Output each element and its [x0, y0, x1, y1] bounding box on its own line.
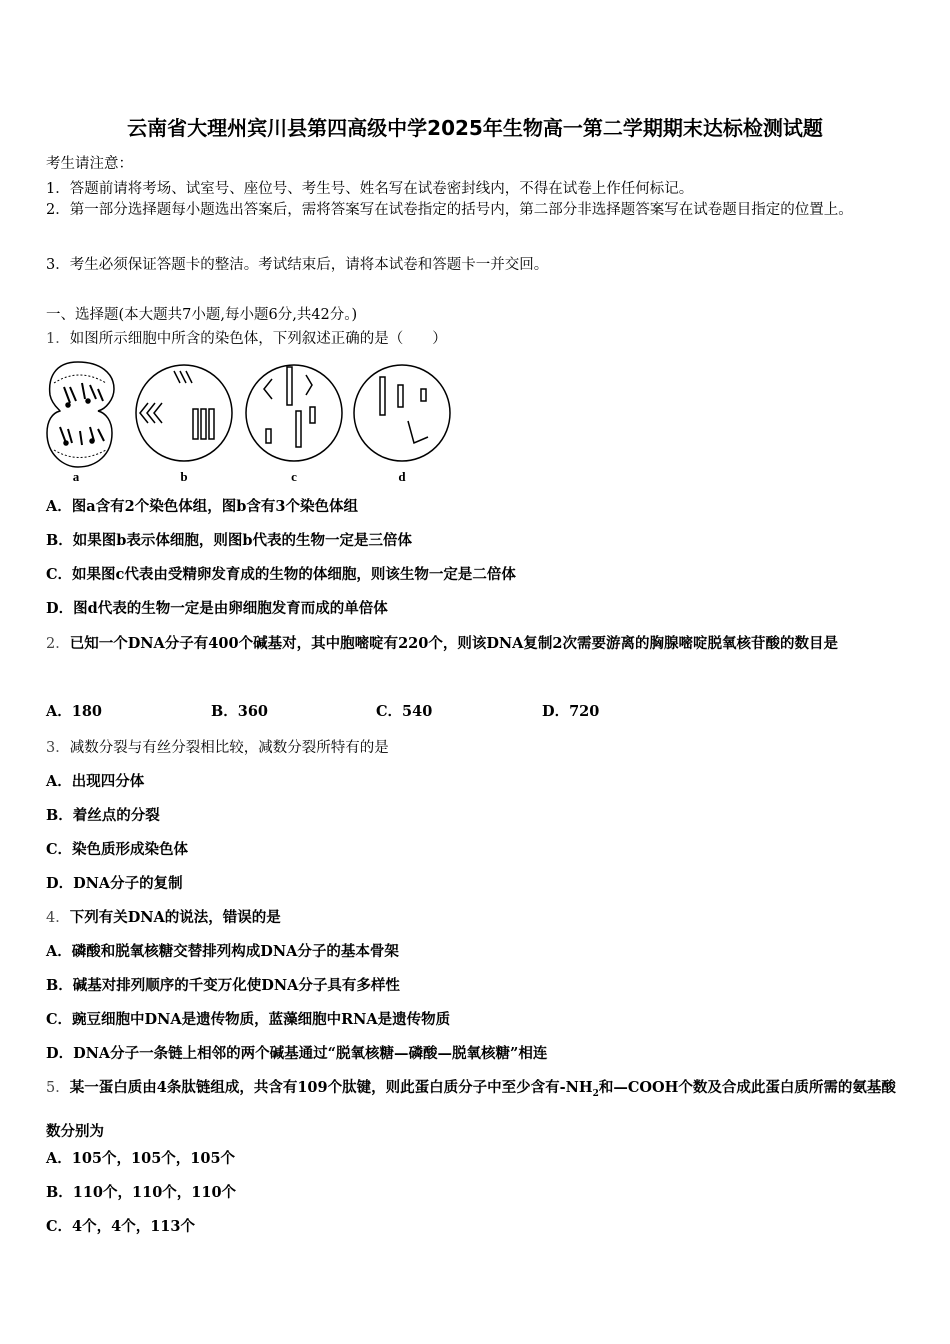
- question-1-stem: [46, 327, 447, 348]
- question-text: 减数分裂与有丝分裂相比较，减数分裂所特有的是: [69, 740, 389, 756]
- cell-a: [47, 362, 114, 467]
- cell-d: [354, 365, 450, 461]
- question-text-part1: 某一蛋白质由4条肽链组成，共含有109个肽键，则此蛋白质分子中至少含有-NH: [69, 1079, 593, 1096]
- cell-chromosome-figure: [44, 355, 464, 485]
- q4-option-c: C．豌豆细胞中DNA是遗传物质，蓝藻细胞中RNA是遗传物质: [46, 1011, 451, 1028]
- question-text: 下列有关DNA的说法，错误的是: [69, 909, 281, 926]
- figure-label-a: a: [72, 469, 80, 484]
- question-5-stem: [46, 1069, 904, 1151]
- q5-option-c: C．4个，4个，113个: [46, 1218, 195, 1235]
- question-text: 已知一个DNA分子有400个碱基对，其中胞嘧啶有220个，则该DNA复制2次需要游离的胸腺嘧啶脱氧核苷酸的数目是: [69, 635, 839, 652]
- q4-option-b: B．碱基对排列顺序的千变万化使DNA分子具有多样性: [46, 977, 400, 994]
- figure-label-d: d: [398, 469, 406, 484]
- q2-option-b: B．360: [211, 703, 269, 720]
- question-number: 5．: [46, 1080, 70, 1096]
- q1-option-c: C．如果图c代表由受精卵发育成的生物的体细胞，则该生物一定是二倍体: [46, 566, 516, 583]
- notice-heading: 考生请注意：: [46, 156, 133, 172]
- notice-item-1: 1．答题前请将考场、试室号、座位号、考生号、姓名写在试卷密封线内，不得在试卷上作任何标记。: [46, 181, 694, 197]
- question-number: 4．: [46, 910, 70, 926]
- q1-option-b: B．如果图b表示体细胞，则图b代表的生物一定是三倍体: [46, 532, 413, 549]
- page-title: 云南省大理州宾川县第四高级中学2025年生物高一第二学期期末达标检测试题: [127, 116, 823, 140]
- question-text-part2: 和—COOH个数及合成此蛋白质所需的氨基酸数分别为: [46, 1079, 896, 1140]
- cell-b: [136, 365, 232, 461]
- section-heading: 一、选择题(本大题共7小题,每小题6分,共42分。): [46, 307, 358, 323]
- q3-option-d: D．DNA分子的复制: [46, 875, 183, 892]
- q3-option-a: A．出现四分体: [46, 773, 145, 790]
- question-2-stem: [46, 625, 904, 663]
- cell-c: [246, 365, 342, 461]
- notice-item-2: 2．第一部分选择题每小题选出答案后，需将答案写在试卷指定的括号内，第二部分非选择题答案写在试卷题目指定的位置上。: [46, 202, 853, 218]
- question-4-stem: [46, 906, 281, 927]
- question-3-stem: [46, 736, 389, 757]
- q3-option-c: C．染色质形成染色体: [46, 841, 189, 858]
- q4-option-d: D．DNA分子一条链上相邻的两个碱基通过“脱氧核糖—磷酸—脱氧核糖”相连: [46, 1045, 548, 1062]
- question-text: 如图所示细胞中所含的染色体，下列叙述正确的是（ ）: [69, 331, 447, 347]
- notice-item-3: 3．考生必须保证答题卡的整洁。考试结束后，请将本试卷和答题卡一并交回。: [46, 257, 549, 273]
- q5-option-a: A．105个，105个，105个: [46, 1150, 236, 1167]
- q4-option-a: A．磷酸和脱氧核糖交替排列构成DNA分子的基本骨架: [46, 943, 399, 960]
- question-number: 2．: [46, 636, 70, 652]
- question-number: 1．: [46, 331, 70, 347]
- q5-option-b: B．110个，110个，110个: [46, 1184, 237, 1201]
- question-number: 3．: [46, 740, 70, 756]
- q1-option-d: D．图d代表的生物一定是由卵细胞发育而成的单倍体: [46, 600, 388, 617]
- q2-option-a: A．180: [46, 703, 103, 720]
- q3-option-b: B．着丝点的分裂: [46, 807, 160, 824]
- q1-option-a: A．图a含有2个染色体组，图b含有3个染色体组: [46, 498, 358, 515]
- figure-label-c: c: [291, 469, 297, 484]
- subscript: 2: [592, 1088, 599, 1099]
- figure-label-b: b: [180, 469, 188, 484]
- q2-option-c: C．540: [376, 703, 433, 720]
- q2-option-d: D．720: [542, 703, 600, 720]
